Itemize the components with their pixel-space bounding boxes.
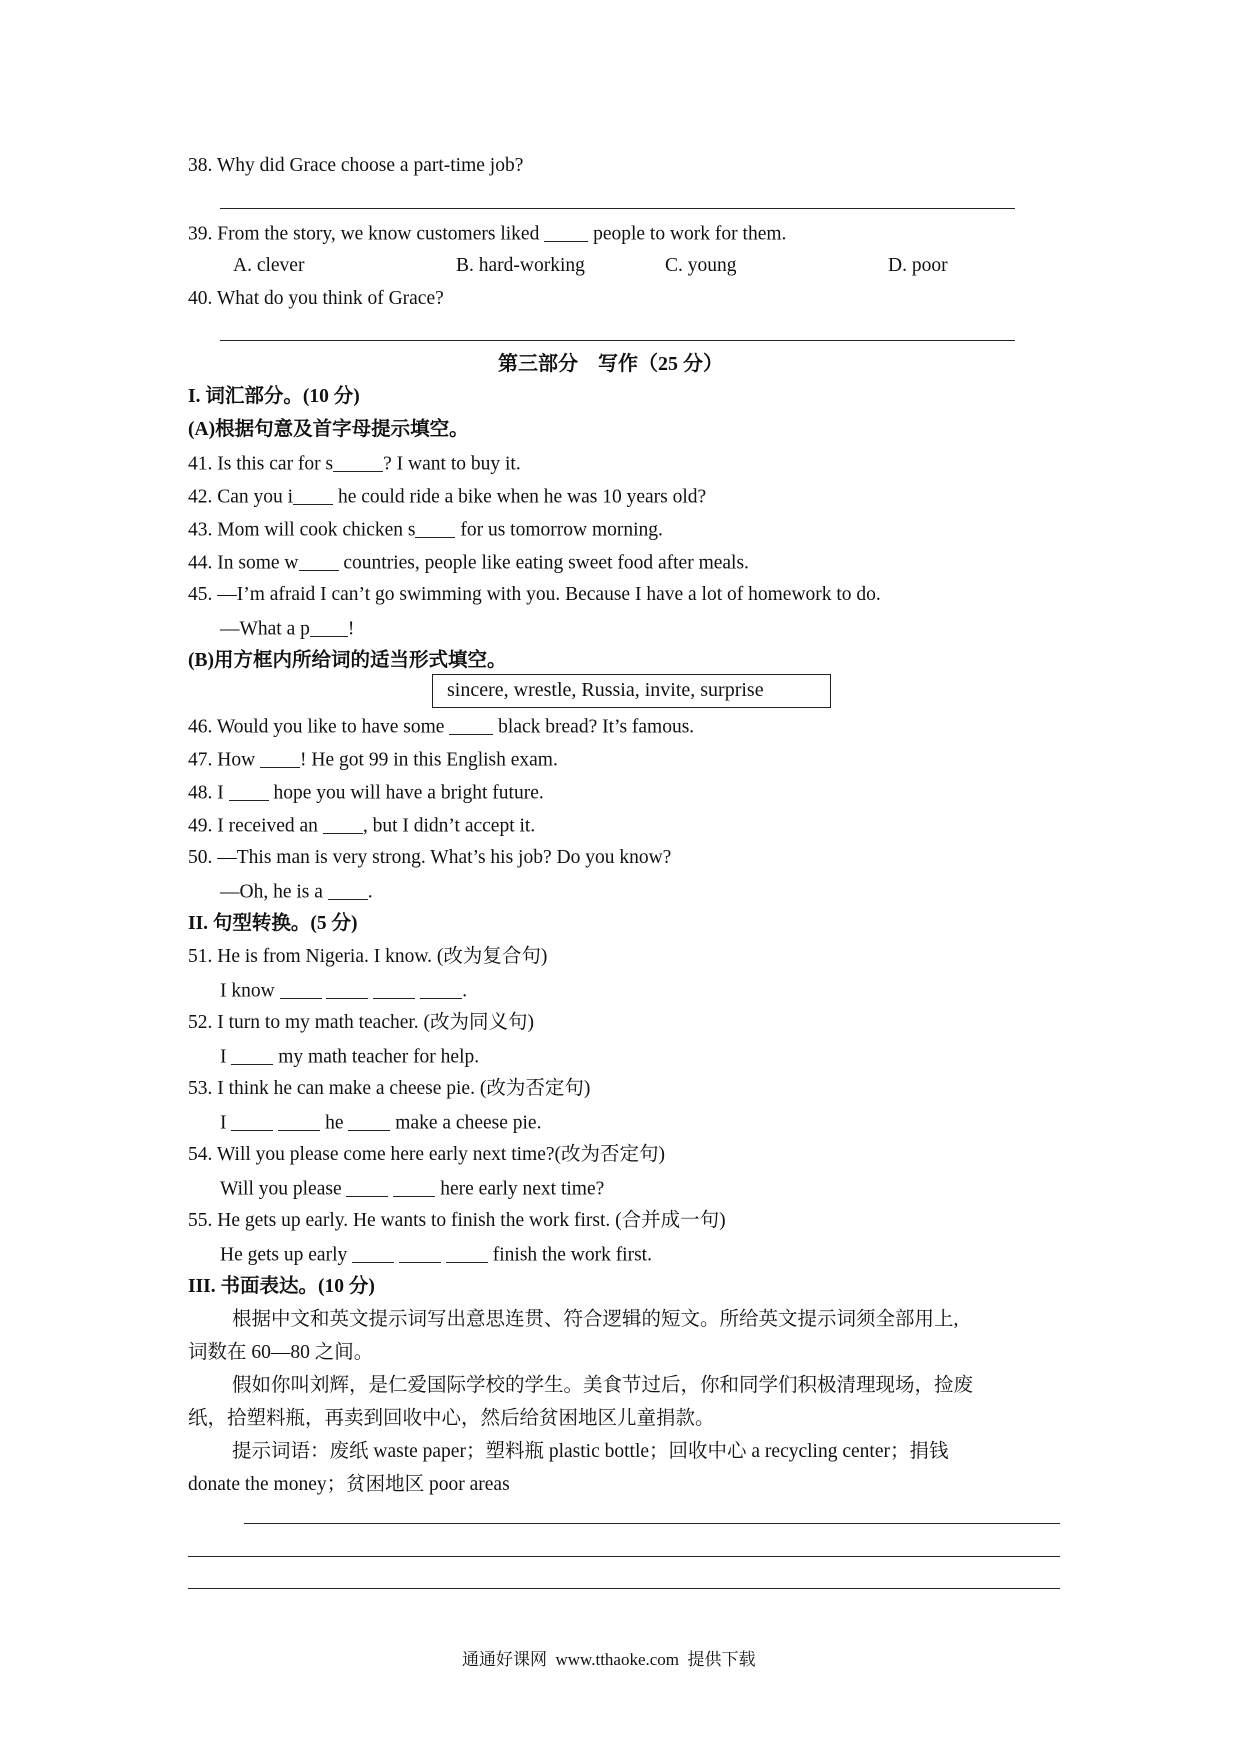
answer-55: He gets up early finish the work first. xyxy=(220,1242,652,1267)
scenario-line-2: 纸，拾塑料瓶，再卖到回收中心，然后给贫困地区儿童捐款。 xyxy=(188,1408,715,1429)
blank-55-2[interactable] xyxy=(399,1242,441,1263)
blank-55-1[interactable] xyxy=(352,1242,394,1263)
question-44: 44. In some w countries, people like eating sweet food after meals. xyxy=(188,550,749,575)
blank-50[interactable] xyxy=(328,879,368,900)
instruction-line-2: 词数在 60—80 之间。 xyxy=(188,1342,374,1363)
section-1a-title: (A)根据句意及首字母提示填空。 xyxy=(188,419,469,440)
question-42: 42. Can you i he could ride a bike when he was 10 years old? xyxy=(188,484,706,509)
blank-44[interactable] xyxy=(299,550,339,571)
answer-51: I know . xyxy=(220,978,467,1003)
blank-53-1[interactable] xyxy=(231,1110,273,1131)
question-47: 47. How ! He got 99 in this English exam. xyxy=(188,747,558,772)
word-box: sincere, wrestle, Russia, invite, surprise xyxy=(432,674,831,708)
blank-51-2[interactable] xyxy=(326,978,368,999)
option-b[interactable]: B. hard-working xyxy=(456,255,585,276)
writing-line-2[interactable] xyxy=(188,1556,1060,1557)
question-50: 50. —This man is very strong. What’s his job? Do you know? xyxy=(188,847,672,868)
section-2-title: II. 句型转换。(5 分) xyxy=(188,913,358,934)
writing-line-1[interactable] xyxy=(244,1523,1060,1524)
blank-51-3[interactable] xyxy=(373,978,415,999)
blank-55-3[interactable] xyxy=(446,1242,488,1263)
scenario-line-1: 假如你叫刘辉，是仁爱国际学校的学生。美食节过后，你和同学们积极清理现场，捡废 xyxy=(232,1375,974,1396)
blank-54-1[interactable] xyxy=(346,1176,388,1197)
question-55: 55. He gets up early. He wants to finish the work first. (合并成一句) xyxy=(188,1210,726,1231)
blank-45[interactable] xyxy=(310,616,348,637)
writing-line-3[interactable] xyxy=(188,1588,1060,1589)
blank-53-3[interactable] xyxy=(348,1110,390,1131)
blank-53-2[interactable] xyxy=(278,1110,320,1131)
answer-54: Will you please here early next time? xyxy=(220,1176,604,1201)
question-39 xyxy=(188,221,786,246)
answer-52: I my math teacher for help. xyxy=(220,1044,479,1069)
blank-39[interactable] xyxy=(544,221,588,242)
answer-line-40[interactable] xyxy=(220,340,1015,341)
question-46: 46. Would you like to have some black bread? It’s famous. xyxy=(188,714,694,739)
hint-words-line-2: donate the money；贫困地区 poor areas xyxy=(188,1474,510,1495)
blank-48[interactable] xyxy=(229,780,269,801)
instruction-line-1: 根据中文和英文提示词写出意思连贯、符合逻辑的短文。所给英文提示词须全部用上, xyxy=(232,1309,959,1330)
question-51: 51. He is from Nigeria. I know. (改为复合句) xyxy=(188,946,548,967)
section-1-title: I. 词汇部分。(10 分) xyxy=(188,386,360,407)
blank-42[interactable] xyxy=(293,484,333,505)
blank-51-4[interactable] xyxy=(420,978,462,999)
question-39-text-a: 39. From the story, we know customers liked xyxy=(188,223,540,245)
blank-43[interactable] xyxy=(415,517,455,538)
question-54: 54. Will you please come here early next time?(改为否定句) xyxy=(188,1144,665,1165)
blank-47[interactable] xyxy=(260,747,300,768)
question-39-text-b: people to work for them. xyxy=(593,223,787,245)
blank-51-1[interactable] xyxy=(280,978,322,999)
option-d[interactable]: D. poor xyxy=(888,255,948,276)
question-53: 53. I think he can make a cheese pie. (改为否定句) xyxy=(188,1078,591,1099)
question-41: 41. Is this car for s ? I want to buy it. xyxy=(188,451,521,476)
question-50-reply: —Oh, he is a . xyxy=(220,879,373,904)
question-45-reply: —What a p ! xyxy=(220,616,354,641)
question-38: 38. Why did Grace choose a part-time job? xyxy=(188,155,524,176)
question-49: 49. I received an , but I didn’t accept it. xyxy=(188,813,535,838)
blank-41[interactable] xyxy=(333,451,383,472)
blank-52[interactable] xyxy=(231,1044,273,1065)
section-1b-title: (B)用方框内所给词的适当形式填空。 xyxy=(188,650,507,671)
question-48: 48. I hope you will have a bright future. xyxy=(188,780,544,805)
section-3-title: III. 书面表达。(10 分) xyxy=(188,1276,375,1297)
question-40: 40. What do you think of Grace? xyxy=(188,288,444,309)
blank-54-2[interactable] xyxy=(393,1176,435,1197)
footer-credit: 通通好课网 www.tthaoke.com 提供下载 xyxy=(462,1650,756,1669)
blank-46[interactable] xyxy=(449,714,493,735)
question-52: 52. I turn to my math teacher. (改为同义句) xyxy=(188,1012,535,1033)
hint-words-line-1: 提示词语：废纸 waste paper；塑料瓶 plastic bottle；回收中心 a recycling center；捐钱 xyxy=(232,1441,949,1462)
answer-line-38[interactable] xyxy=(220,208,1015,209)
question-45: 45. —I’m afraid I can’t go swimming with you. Because I have a lot of homework to do. xyxy=(188,584,881,605)
question-43: 43. Mom will cook chicken s for us tomorrow morning. xyxy=(188,517,663,542)
part3-title: 第三部分 写作（25 分） xyxy=(498,353,723,375)
option-c[interactable]: C. young xyxy=(665,255,737,276)
answer-53: I he make a cheese pie. xyxy=(220,1110,541,1135)
option-a[interactable]: A. clever xyxy=(233,255,305,276)
blank-49[interactable] xyxy=(323,813,363,834)
